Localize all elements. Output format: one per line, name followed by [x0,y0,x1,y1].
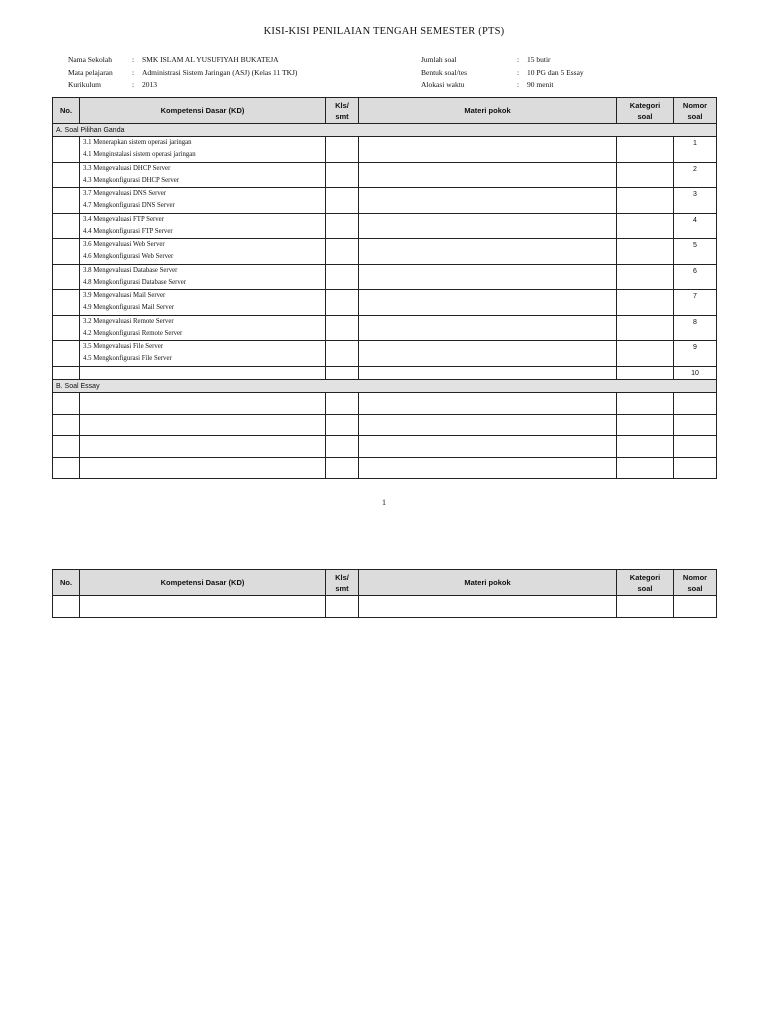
cell-materi [359,366,617,380]
cell-kd [80,188,326,214]
header-nomor-line1: Nomor [682,100,708,110]
info-row-mata-pelajaran [68,67,297,80]
cell-nomor: 4 [674,213,717,239]
info-label: Jumlah soal [421,55,457,64]
cell-kls [326,239,359,265]
table-header-row [53,98,717,124]
cell-kls [326,137,359,163]
cell-materi [359,137,617,163]
cell-kls [326,457,359,479]
info-label: Nama Sekolah [68,55,112,64]
header-materi: Materi pokok [359,98,617,124]
info-separator: : [132,67,135,77]
header-nomor [674,570,717,596]
cell-no [53,290,80,316]
info-row-bentuk-soal [421,67,584,80]
section-label: B. Soal Essay [53,380,717,393]
header-no: No. [53,570,80,596]
cell-nomor: 1 [674,137,717,163]
cell-kategori [617,290,674,316]
cell-kategori [617,341,674,367]
info-separator: : [132,80,135,89]
cell-kd [80,137,326,163]
header-kls-line1: Kls/ [335,100,349,110]
kd-line: 3.6 Mengevaluasi Web Server [83,241,165,248]
table-row [53,290,717,316]
cell-kls [326,188,359,214]
header-kls-line2: smt [335,111,349,121]
cell-materi [359,239,617,265]
cell-kd [80,264,326,290]
cell-nomor: 3 [674,188,717,214]
header-kategori-line1: Kategori [629,572,661,582]
table-row [53,188,717,214]
cell-kls [326,436,359,458]
cell-kd [80,414,326,436]
info-separator: : [517,55,520,64]
header-nomor-line1: Nomor [682,572,708,582]
cell-kd [80,457,326,479]
cell-nomor: 6 [674,264,717,290]
cell-kls [326,213,359,239]
cell-kd [80,393,326,415]
kisi-kisi-table-page-2 [52,569,717,618]
table-row [53,414,717,436]
cell-nomor [674,414,717,436]
info-row-jumlah-soal [421,54,584,67]
cell-kd [80,162,326,188]
cell-kd [80,341,326,367]
header-kd: Kompetensi Dasar (KD) [80,98,326,124]
cell-no [53,393,80,415]
cell-no [53,341,80,367]
cell-no [53,457,80,479]
cell-kategori [617,393,674,415]
cell-kategori [617,414,674,436]
cell-no [53,239,80,265]
table-row [53,137,717,163]
kd-line: 3.7 Mengevaluasi DNS Server [83,190,167,197]
header-nomor-line2: soal [687,111,703,121]
table-row [53,596,717,618]
cell-kategori [617,264,674,290]
header-kategori-line2: soal [637,583,653,593]
cell-kategori [617,457,674,479]
cell-kd [80,213,326,239]
exam-info-right [421,54,584,92]
cell-materi [359,414,617,436]
info-value: Administrasi Sistem Jaringan (ASJ) (Kelas 11 TKJ) [142,67,298,77]
kd-line: 4.9 Mengkonfigurasi Mail Server [83,304,174,311]
cell-materi [359,213,617,239]
cell-nomor [674,596,717,618]
cell-kd [80,315,326,341]
cell-no [53,366,80,380]
section-label: A. Soal Pilihan Ganda [53,124,717,137]
cell-nomor: 8 [674,315,717,341]
kd-line: 4.5 Mengkonfigurasi File Server [83,355,172,362]
info-value: SMK ISLAM AL YUSUFIYAH BUKATEJA [142,55,279,64]
cell-materi [359,393,617,415]
table-row [53,393,717,415]
cell-materi [359,436,617,458]
header-kategori-line2: soal [637,111,653,121]
cell-kls [326,596,359,618]
table-row [53,239,717,265]
cell-no [53,213,80,239]
cell-no [53,188,80,214]
info-separator: : [517,67,520,77]
cell-materi [359,162,617,188]
table-row [53,366,717,380]
header-kd: Kompetensi Dasar (KD) [80,570,326,596]
cell-kategori [617,239,674,265]
info-value: 15 butir [527,55,551,64]
header-nomor-line2: soal [687,583,703,593]
kd-line: 3.9 Mengevaluasi Mail Server [83,292,166,299]
cell-kd [80,596,326,618]
cell-no [53,315,80,341]
table-row [53,457,717,479]
cell-kd [80,436,326,458]
cell-kategori [617,188,674,214]
cell-kls [326,393,359,415]
cell-kategori [617,366,674,380]
kd-line: 3.8 Mengevaluasi Database Server [83,266,178,274]
kd-line: 3.2 Mengevaluasi Remote Server [83,317,174,325]
header-kategori-line1: Kategori [629,100,661,110]
info-row-alokasi-waktu [421,79,584,92]
table-row [53,341,717,367]
cell-materi [359,457,617,479]
section-row-pilihan-ganda [53,124,717,137]
cell-kategori [617,213,674,239]
header-no: No. [53,98,80,124]
kd-line: 4.3 Mengkonfigurasi DHCP Server [83,176,180,184]
info-row-nama-sekolah [68,54,297,67]
cell-no [53,264,80,290]
kd-line: 4.7 Mengkonfigurasi DNS Server [83,202,175,209]
cell-kategori [617,596,674,618]
kd-line: 4.2 Mengkonfigurasi Remote Server [83,329,183,337]
kisi-kisi-table [52,97,717,479]
cell-no [53,414,80,436]
cell-nomor: 9 [674,341,717,367]
info-label: Mata pelajaran [68,67,113,77]
cell-kategori [617,137,674,163]
cell-materi [359,188,617,214]
header-kls-line1: Kls/ [335,572,349,582]
cell-kategori [617,162,674,188]
cell-nomor [674,393,717,415]
table-row [53,162,717,188]
info-label: Alokasi waktu [421,80,465,89]
cell-materi [359,264,617,290]
header-kls [326,570,359,596]
cell-materi [359,290,617,316]
cell-nomor [674,457,717,479]
info-label: Bentuk soal/tes [421,67,468,77]
cell-kls [326,264,359,290]
cell-kls [326,315,359,341]
kd-line: 3.3 Mengevaluasi DHCP Server [83,164,171,172]
table-row [53,264,717,290]
cell-kd [80,290,326,316]
info-separator: : [132,55,135,64]
info-value: 2013 [142,80,157,89]
cell-kd [80,239,326,265]
cell-no [53,596,80,618]
table-row [53,315,717,341]
page-title: KISI-KISI PENILAIAN TENGAH SEMESTER (PTS) [263,26,505,37]
cell-nomor: 10 [674,366,717,380]
section-row-essay [53,380,717,393]
kd-line: 3.1 Menerapkan sistem operasi jaringan [83,139,192,146]
header-kategori [617,570,674,596]
cell-kls [326,366,359,380]
cell-no [53,436,80,458]
cell-no [53,162,80,188]
cell-nomor: 7 [674,290,717,316]
cell-kd [80,366,326,380]
header-materi: Materi pokok [359,570,617,596]
cell-materi [359,341,617,367]
school-info-left [68,54,297,92]
info-value: 10 PG dan 5 Essay [527,67,584,77]
cell-kls [326,162,359,188]
kd-line: 4.6 Mengkonfigurasi Web Server [83,253,174,260]
kd-line: 4.1 Menginstalasi sistem operasi jaringan [83,151,196,158]
info-row-kurikulum [68,79,297,92]
cell-materi [359,596,617,618]
kd-line: 4.4 Mengkonfigurasi FTP Server [83,227,173,235]
kd-line: 4.8 Mengkonfigurasi Database Server [83,278,187,286]
info-value: 90 menit [527,80,554,89]
cell-kls [326,414,359,436]
cell-kategori [617,315,674,341]
cell-nomor: 2 [674,162,717,188]
kd-line: 3.4 Mengevaluasi FTP Server [83,215,164,223]
table-header-row [53,570,717,596]
header-kategori [617,98,674,124]
info-separator: : [517,80,520,89]
cell-nomor [674,436,717,458]
header-kls-line2: smt [335,583,349,593]
kd-line: 3.5 Mengevaluasi File Server [83,343,164,350]
info-label: Kurikulum [68,80,101,89]
header-kls [326,98,359,124]
table-row [53,436,717,458]
table-row [53,213,717,239]
cell-nomor: 5 [674,239,717,265]
page-number: 1 [382,498,386,507]
cell-materi [359,315,617,341]
cell-kategori [617,436,674,458]
cell-no [53,137,80,163]
header-nomor [674,98,717,124]
cell-kls [326,290,359,316]
cell-kls [326,341,359,367]
